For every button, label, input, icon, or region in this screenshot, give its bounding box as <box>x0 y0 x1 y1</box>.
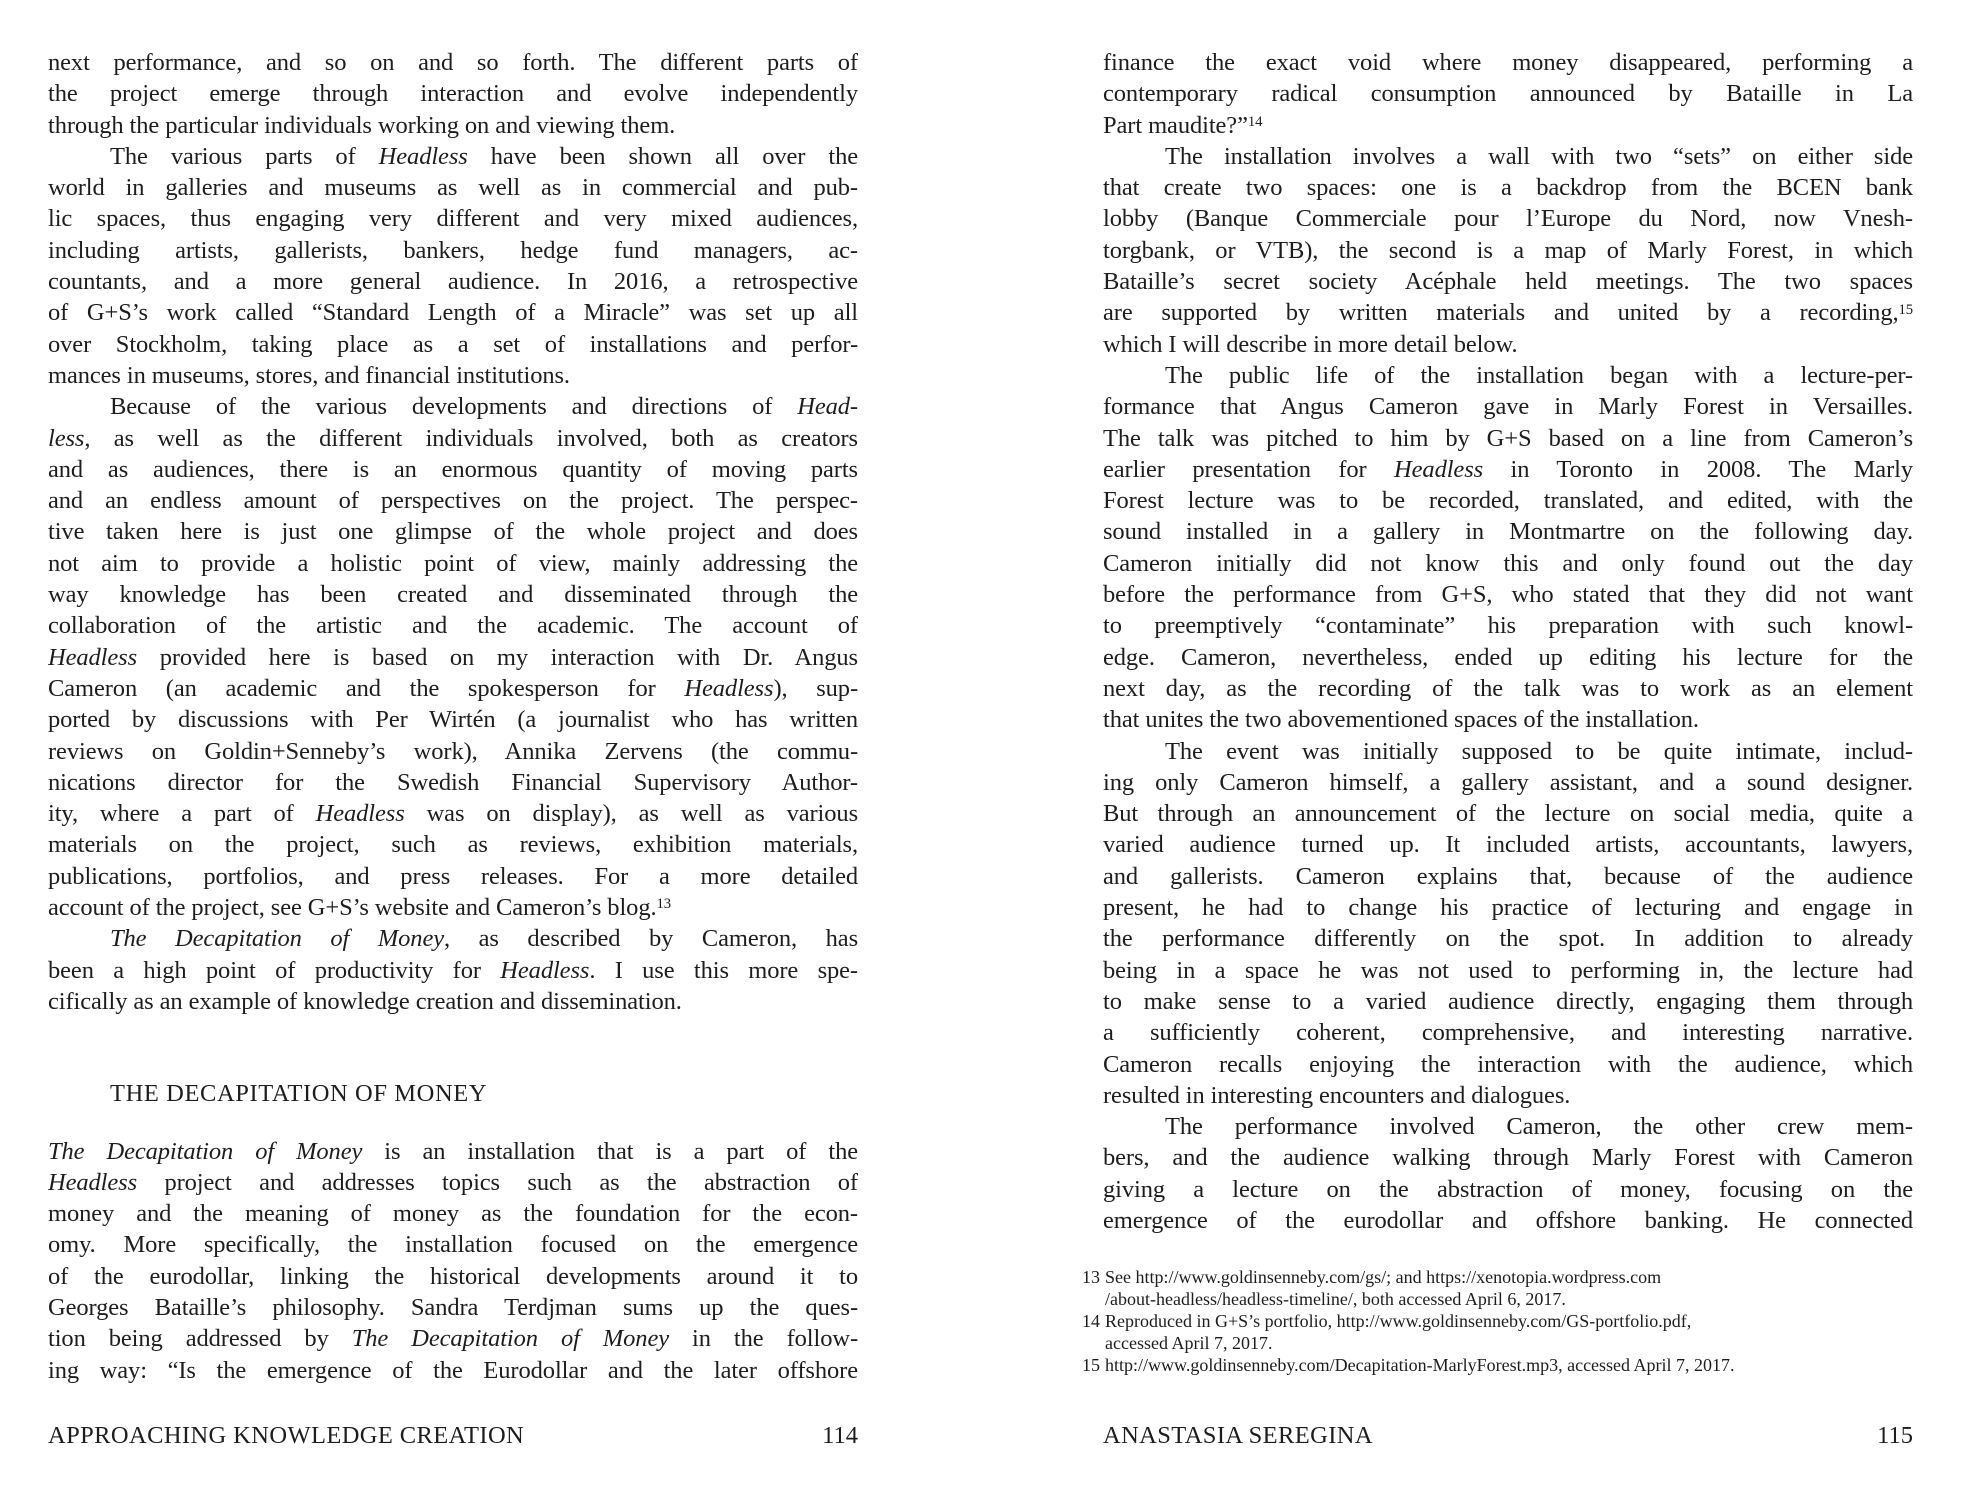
text-line: the project emerge through interaction and evolve independently <box>48 80 858 108</box>
text-line: to preemptively “contaminate” his preparation with such knowl- <box>1103 612 1913 640</box>
text-line: and an endless amount of perspectives on the project. The perspec- <box>48 487 858 515</box>
text-line: finance the exact void where money disappeared, performing a <box>1103 49 1913 76</box>
text-line: way knowledge has been created and disseminated through the <box>48 581 858 609</box>
text-line: bers, and the audience walking through Marly Forest with Cameron <box>1103 1144 1913 1172</box>
text-line: Cameron initially did not know this and only found out the day <box>1103 549 1913 577</box>
text-line: of the eurodollar, linking the historical developments around it to <box>48 1262 858 1290</box>
text-line: being in a space he was not used to performing in, the lecture had <box>1103 956 1913 984</box>
text-line: giving a lecture on the abstraction of money, focusing on the <box>1103 1175 1913 1203</box>
text-line: ported by discussions with Per Wirtén (a journalist who has written <box>48 706 858 734</box>
footnote-text: http://www.goldinsenneby.com/Decapitation-MarlyForest.mp3, accessed April 7, 2017. <box>1105 1355 1735 1376</box>
text-line: Part maudite?”$^{14}$ <box>1103 111 1263 139</box>
text-line: next day, as the recording of the talk was to work as an element <box>1103 674 1913 702</box>
text-line: The public life of the installation began with a lecture-per- <box>1165 361 1913 389</box>
text-line: earlier presentation for Headless in Toronto in 2008. The Marly <box>1103 455 1913 483</box>
text-line: tion being addressed by The Decapitation of Money in the follow- <box>48 1325 858 1353</box>
text-line: collaboration of the artistic and the academic. The account of <box>48 612 858 640</box>
text-line: account of the project, see G+S’s website and Cameron’s blog.$^{13}$ <box>48 894 671 922</box>
text-line: sound installed in a gallery in Montmartre on the following day. <box>1103 518 1913 546</box>
footnote-text: Reproduced in G+S’s portfolio, http://www.goldinsenneby.com/GS-portfolio.pdf, accessed April 7, 2017. <box>1105 1311 1692 1354</box>
section-heading: THE DECAPITATION OF MONEY <box>110 1080 488 1108</box>
text-line: Cameron recalls enjoying the interaction with the audience, which <box>1103 1050 1913 1078</box>
text-line: present, he had to change his practice of lecturing and engage in <box>1103 894 1913 922</box>
text-line: Headless project and addresses topics such as the abstraction of <box>48 1168 858 1196</box>
text-line: The Decapitation of Money is an installation that is a part of the <box>48 1137 858 1165</box>
text-line: Forest lecture was to be recorded, translated, and edited, with the <box>1103 487 1913 515</box>
text-line: Cameron (an academic and the spokesperson for Headless), sup- <box>48 674 858 702</box>
text-line: through the particular individuals working on and viewing them. <box>48 111 676 139</box>
text-line: are supported by written materials and united by a recording,$^{15}$ <box>1103 299 1913 327</box>
text-line: The various parts of Headless have been shown all over the <box>110 142 858 170</box>
footnote <box>1082 1266 1913 1310</box>
text-line: to make sense to a varied audience directly, engaging them through <box>1103 987 1913 1015</box>
page-number: 115 <box>1877 1422 1913 1449</box>
right-page-text-column <box>1082 47 1913 1376</box>
text-line: a sufficiently coherent, comprehensive, and interesting narrative. <box>1103 1019 1913 1047</box>
text-line: reviews on Goldin+Senneby’s work), Annika Zervens (the commu- <box>48 737 858 765</box>
text-line: that create two spaces: one is a backdrop from the BCEN bank <box>1103 174 1913 202</box>
text-line: not aim to provide a holistic point of view, mainly addressing the <box>48 549 858 577</box>
footnotes-block <box>1082 1266 1913 1376</box>
text-line: The event was initially supposed to be quite intimate, includ- <box>1165 737 1913 765</box>
text-line: ity, where a part of Headless was on display), as well as various <box>48 800 858 828</box>
text-line: countants, and a more general audience. In 2016, a retrospective <box>48 268 858 296</box>
text-line: varied audience turned up. It included artists, accountants, lawyers, <box>1103 831 1913 859</box>
text-line: world in galleries and museums as well as in commercial and pub- <box>48 174 858 202</box>
left-paragraph-block-1 <box>48 47 858 1017</box>
text-line: and gallerists. Cameron explains that, because of the audience <box>1103 862 1913 890</box>
text-line: mances in museums, stores, and financial institutions. <box>48 361 570 389</box>
footnote <box>1082 1354 1913 1376</box>
text-line: ing way: “Is the emergence of the Eurodollar and the later offshore <box>48 1356 858 1384</box>
text-line: emergence of the eurodollar and offshore banking. He connected <box>1103 1206 1913 1234</box>
text-line: edge. Cameron, nevertheless, ended up editing his lecture for the <box>1103 643 1913 671</box>
text-line: over Stockholm, taking place as a set of installations and perfor- <box>48 330 858 358</box>
text-line: cifically as an example of knowledge creation and dissemination. <box>48 987 682 1015</box>
text-line: money and the meaning of money as the foundation for the econ- <box>48 1200 858 1228</box>
text-line: including artists, gallerists, bankers, hedge fund managers, ac- <box>48 236 858 264</box>
text-line: of G+S’s work called “Standard Length of a Miracle” was set up all <box>48 299 858 327</box>
text-line: Georges Bataille’s philosophy. Sandra Terdjman sums up the ques- <box>48 1293 858 1321</box>
text-line: Headless provided here is based on my interaction with Dr. Angus <box>48 643 858 671</box>
running-title: ANASTASIA SEREGINA <box>1103 1422 1373 1449</box>
text-line: lobby (Banque Commerciale pour l’Europe du Nord, now Vnesh- <box>1103 205 1913 233</box>
text-line: publications, portfolios, and press releases. For a more detailed <box>48 862 858 890</box>
right-page-footer <box>1103 1420 1913 1451</box>
footnote-number: 14 <box>1082 1311 1100 1332</box>
text-line: before the performance from G+S, who stated that they did not want <box>1103 581 1913 609</box>
footnote-number: 15 <box>1082 1355 1100 1376</box>
text-line: materials on the project, such as reviews, exhibition materials, <box>48 831 858 859</box>
text-line: tive taken here is just one glimpse of the whole project and does <box>48 518 858 546</box>
text-line: less, as well as the different individuals involved, both as creators <box>48 424 858 452</box>
right-paragraph-block <box>1103 47 1913 1236</box>
text-line: contemporary radical consumption announced by Bataille in La <box>1103 80 1913 108</box>
left-page-text-column <box>48 47 858 1386</box>
text-line: that unites the two abovementioned spaces of the installation. <box>1103 706 1699 734</box>
text-line: torgbank, or VTB), the second is a map of Marly Forest, in which <box>1103 236 1913 264</box>
text-line: Bataille’s secret society Acéphale held meetings. The two spaces <box>1103 268 1913 296</box>
text-line: which I will describe in more detail below. <box>1103 330 1518 358</box>
text-line: formance that Angus Cameron gave in Marly Forest in Versailles. <box>1103 393 1913 421</box>
text-line: Because of the various developments and directions of Head- <box>110 393 858 421</box>
footnote-number: 13 <box>1082 1267 1100 1288</box>
text-line: lic spaces, thus engaging very different and very mixed audiences, <box>48 205 858 233</box>
running-title: APPROACHING KNOWLEDGE CREATION <box>48 1422 525 1449</box>
text-line: ing only Cameron himself, a gallery assistant, and a sound designer. <box>1103 768 1913 796</box>
text-line: next performance, and so on and so forth. The different parts of <box>48 49 858 76</box>
text-line: resulted in interesting encounters and dialogues. <box>1103 1081 1571 1109</box>
text-line: The installation involves a wall with two “sets” on either side <box>1165 142 1913 170</box>
text-line: But through an announcement of the lecture on social media, quite a <box>1103 800 1913 828</box>
text-line: The Decapitation of Money, as described by Cameron, has <box>110 925 858 953</box>
text-line: and as audiences, there is an enormous quantity of moving parts <box>48 455 858 483</box>
text-line: been a high point of productivity for Headless. I use this more spe- <box>48 956 858 984</box>
footnote <box>1082 1310 1913 1354</box>
left-page-footer <box>48 1420 858 1451</box>
page-number: 114 <box>822 1422 858 1449</box>
left-paragraph-block-2 <box>48 1136 858 1386</box>
text-line: The performance involved Cameron, the other crew mem- <box>1165 1113 1913 1141</box>
text-line: the performance differently on the spot. In addition to already <box>1103 925 1913 953</box>
text-line: omy. More specifically, the installation focused on the emergence <box>48 1231 858 1259</box>
text-line: The talk was pitched to him by G+S based on a line from Cameron’s <box>1103 424 1913 452</box>
text-line: nications director for the Swedish Financial Supervisory Author- <box>48 768 858 796</box>
footnote-text: See http://www.goldinsenneby.com/gs/; and https://xenotopia.wordpress.com /about-headless/headless-timeline/, both accessed April 6, 2017. <box>1105 1267 1662 1310</box>
